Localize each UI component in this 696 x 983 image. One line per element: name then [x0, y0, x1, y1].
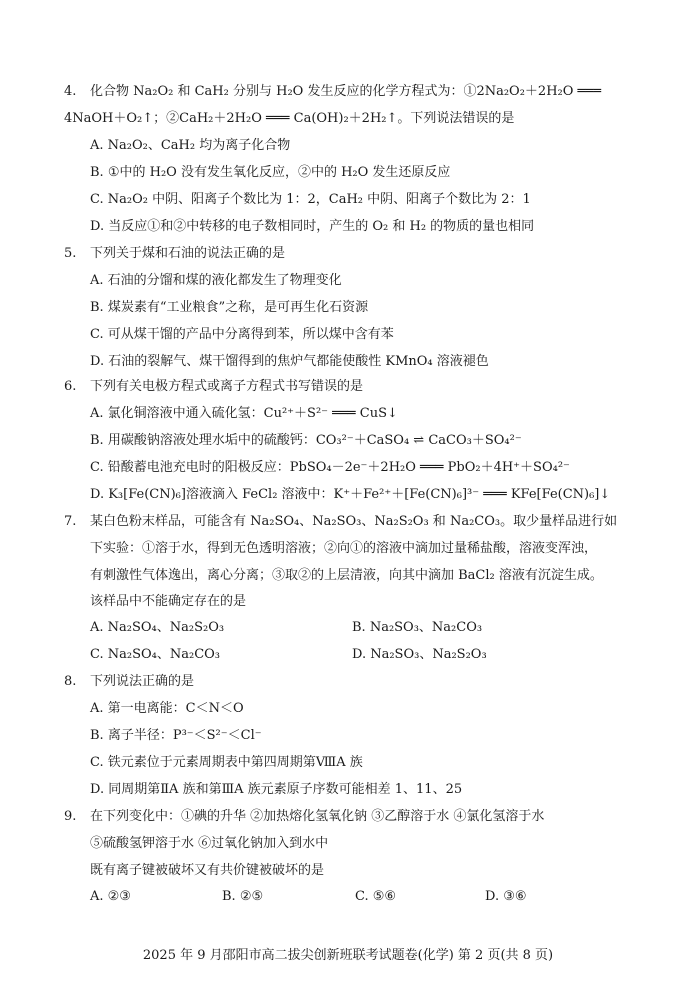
q6-option-a[interactable]: A. 氯化铜溶液中通入硫化氢：Cu²⁺＋S²⁻ ═══ CuS↓ — [90, 406, 398, 421]
q9-stem-line-1: 在下列变化中：①碘的升华 ②加热熔化氢氧化钠 ③乙醇溶于水 ④氯化氢溶于水 — [90, 809, 545, 824]
q4-option-b[interactable]: B. ①中的 H₂O 没有发生氧化反应，②中的 H₂O 发生还原反应 — [90, 165, 451, 180]
q9-option-a[interactable]: A. ②③ — [90, 889, 131, 904]
q8-option-a[interactable]: A. 第一电离能：C＜N＜O — [90, 701, 244, 716]
q7-stem-line-2: 下实验：①溶于水，得到无色透明溶液；②向①的溶液中滴加过量稀盐酸，溶液变浑浊， — [90, 541, 598, 556]
q6-option-b[interactable]: B. 用碳酸钠溶液处理水垢中的硫酸钙：CO₃²⁻＋CaSO₄ ⇌ CaCO₃＋SO₄²⁻ — [90, 433, 522, 448]
q8-number: 8. — [64, 674, 77, 689]
q9-option-b[interactable]: B. ②⑤ — [222, 889, 264, 904]
q7-number: 7. — [64, 514, 77, 529]
q5-option-a[interactable]: A. 石油的分馏和煤的液化都发生了物理变化 — [90, 273, 342, 288]
q7-stem-line-4: 该样品中不能确定存在的是 — [90, 594, 247, 609]
q7-stem-line-1: 某白色粉末样品，可能含有 Na₂SO₄、Na₂SO₃、Na₂S₂O₃ 和 Na₂CO₃。取少量样品进行如 — [90, 514, 618, 529]
q6-number: 6. — [64, 379, 77, 394]
q5-stem-line-1: 下列关于煤和石油的说法正确的是 — [90, 246, 286, 261]
q4-number: 4. — [64, 84, 77, 99]
q8-option-b[interactable]: B. 离子半径：P³⁻＜S²⁻＜Cl⁻ — [90, 728, 262, 743]
q9-option-c[interactable]: C. ⑤⑥ — [355, 889, 397, 904]
q7-option-b[interactable]: B. Na₂SO₃、Na₂CO₃ — [352, 620, 483, 635]
q5-option-b[interactable]: B. 煤炭素有“工业粮食”之称，是可再生化石资源 — [90, 300, 369, 315]
q4-option-c[interactable]: C. Na₂O₂ 中阴、阳离子个数比为 1：2，CaH₂ 中阴、阳离子个数比为 2：1 — [90, 192, 531, 207]
q7-stem-line-3: 有刺激性气体逸出，离心分离；③取②的上层清液，向其中滴加 BaCl₂ 溶液有沉淀生成。 — [90, 568, 603, 583]
q9-stem-line-2: ⑤硫酸氢钾溶于水 ⑥过氧化钠加入到水中 — [90, 836, 329, 851]
q5-option-c[interactable]: C. 可从煤干馏的产品中分离得到苯，所以煤中含有苯 — [90, 327, 394, 342]
q5-option-d[interactable]: D. 石油的裂解气、煤干馏得到的焦炉气都能使酸性 KMnO₄ 溶液褪色 — [90, 354, 489, 369]
q4-stem-line-2: 4NaOH＋O₂↑；②CaH₂＋2H₂O ═══ Ca(OH)₂＋2H₂↑。下列说法错误的是 — [64, 111, 515, 126]
q7-option-d[interactable]: D. Na₂SO₃、Na₂S₂O₃ — [352, 647, 487, 662]
q6-option-c[interactable]: C. 铅酸蓄电池充电时的阳极反应：PbSO₄－2e⁻＋2H₂O ═══ PbO₂＋4H⁺＋SO₄²⁻ — [90, 460, 570, 475]
q6-stem-line-1: 下列有关电极方程式或离子方程式书写错误的是 — [90, 379, 364, 394]
q9-stem-line-3: 既有离子键被破坏又有共价键被破坏的是 — [90, 863, 325, 878]
q8-option-c[interactable]: C. 铁元素位于元素周期表中第四周期第ⅧA 族 — [90, 755, 363, 770]
q9-number: 9. — [64, 809, 77, 824]
q7-option-a[interactable]: A. Na₂SO₄、Na₂S₂O₃ — [90, 620, 225, 635]
page-footer: 2025 年 9 月邵阳市高二拔尖创新班联考试题卷(化学) 第 2 页(共 8 页) — [142, 948, 554, 963]
q7-option-c[interactable]: C. Na₂SO₄、Na₂CO₃ — [90, 647, 221, 662]
q8-option-d[interactable]: D. 同周期第ⅡA 族和第ⅢA 族元素原子序数可能相差 1、11、25 — [90, 782, 463, 797]
q6-option-d[interactable]: D. K₃[Fe(CN)₆]溶液滴入 FeCl₂ 溶液中：K⁺＋Fe²⁺＋[Fe(CN)₆]³⁻ ═══ KFe[Fe(CN)₆]↓ — [90, 487, 611, 502]
q4-option-d[interactable]: D. 当反应①和②中转移的电子数相同时，产生的 O₂ 和 H₂ 的物质的量也相同 — [90, 219, 535, 234]
q4-stem-line-1: 化合物 Na₂O₂ 和 CaH₂ 分别与 H₂O 发生反应的化学方程式为：①2Na₂O₂＋2H₂O ═══ — [90, 84, 602, 99]
q5-number: 5. — [64, 246, 77, 261]
q4-option-a[interactable]: A. Na₂O₂、CaH₂ 均为离子化合物 — [90, 138, 291, 153]
q8-stem-line-1: 下列说法正确的是 — [90, 674, 195, 689]
q9-option-d[interactable]: D. ③⑥ — [485, 889, 527, 904]
